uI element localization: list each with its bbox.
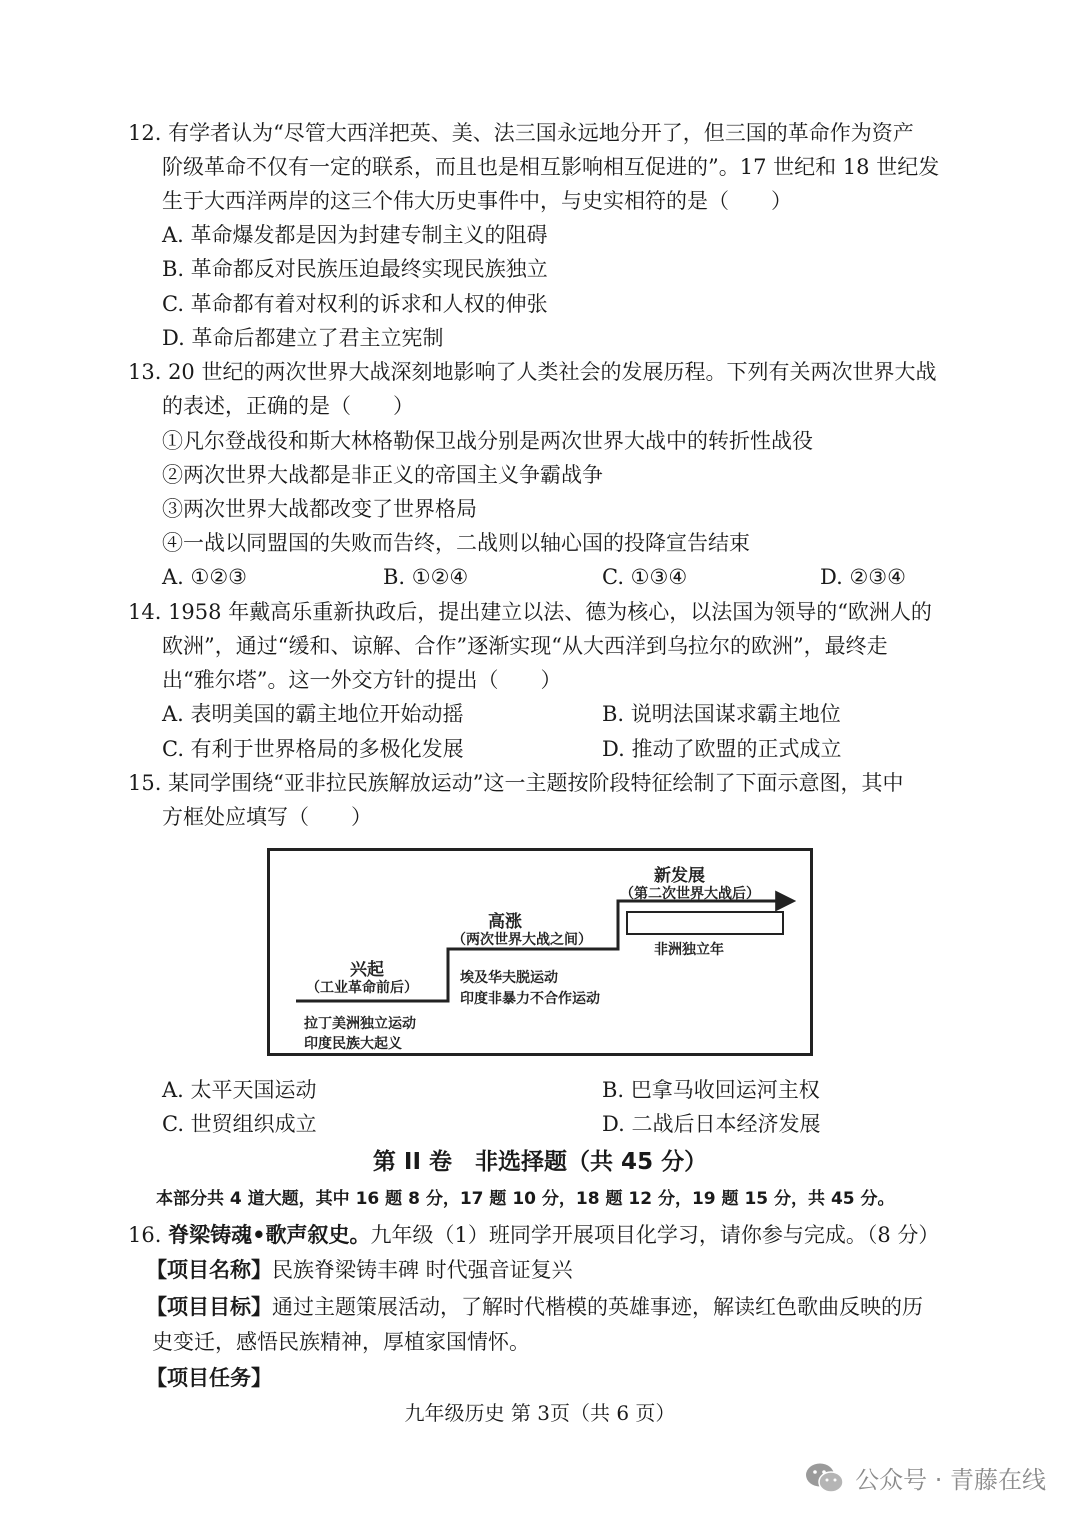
project-goal-line-1: 通过主题策展活动，了解时代楷模的英雄事迹，解读红色歌曲反映的历 [272,1295,923,1319]
q16-title: 脊梁铸魂•歌声叙史。 [168,1223,371,1247]
q14-option-d: D. 推动了欧盟的正式成立 [602,737,842,761]
q14-option-b: B. 说明法国谋求霸主地位 [602,702,841,726]
stage2-event-1: 埃及华夫脱运动 [460,970,558,986]
project-name-label: 【项目名称】 [146,1258,272,1282]
q12-option-d: D. 革命后都建立了君主立宪制 [162,326,444,350]
wechat-icon [805,1461,845,1495]
project-task-label-text: 【项目任务】 [146,1366,272,1390]
project-goal-label: 【项目目标】 [146,1295,272,1319]
stage-diagram [267,848,813,1056]
q12-option-c: C. 革命都有着对权利的诉求和人权的伸张 [162,292,548,316]
q14-option-c: C. 有利于世界格局的多极化发展 [162,737,464,761]
stage1-title: 兴起 [350,960,384,980]
q15-option-d: D. 二战后日本经济发展 [602,1112,821,1136]
q14-option-a: A. 表明美国的霸主地位开始动摇 [162,702,464,726]
q12-stem-line-2: 阶级革命不仅有一定的联系，而且也是相互影响相互促进的”。17 世纪和 18 世纪发 [162,155,940,179]
project-task-label [146,1363,272,1393]
stage2-event-2: 印度非暴力不合作运动 [460,991,600,1007]
stage2-title: 高涨 [488,912,522,932]
q16-project-name [146,1255,573,1285]
stage2-period: （两次世界大战之间） [452,932,592,948]
q13-option-d: D. ②③④ [820,565,906,589]
q12-stem-line-1: 12. 有学者认为“尽管大西洋把英、美、法三国永远地分开了，但三国的革命作为资产 [128,121,914,145]
q15-option-a: A. 太平天国运动 [162,1078,317,1102]
q16-number: 16. [128,1223,169,1247]
q15-stem-line-1: 15. 某同学围绕“亚非拉民族解放运动”这一主题按阶段特征绘制了下面示意图，其中 [128,771,904,795]
stage3-event-1: 非洲独立年 [654,942,724,958]
q13-stem-line-1: 13. 20 世纪的两次世界大战深刻地影响了人类社会的发展历程。下列有关两次世界大战 [128,360,937,384]
q13-item-1: ①凡尔登战役和斯大林格勒保卫战分别是两次世界大战中的转折性战役 [162,429,813,453]
q16-stem [128,1220,939,1250]
q12-option-b: B. 革命都反对民族压迫最终实现民族独立 [162,257,548,281]
q14-stem-line-2: 欧洲”，通过“缓和、谅解、合作”逐渐实现“从大西洋到乌拉尔的欧洲”，最终走 [162,634,888,658]
q13-option-b: B. ①②④ [383,565,469,589]
q12-stem-line-3: 生于大西洋两岸的这三个伟大历史事件中，与史实相符的是（ ） [162,189,792,213]
q13-item-2: ②两次世界大战都是非正义的帝国主义争霸战争 [162,463,603,487]
stage1-event-1: 拉丁美洲独立运动 [304,1016,416,1032]
q13-stem-line-2: 的表述，正确的是（ ） [162,394,414,418]
watermark-text: 公众号 · 青藤在线 [855,1466,1046,1494]
q16-intro: 九年级（1）班同学开展项目化学习，请你参与完成。（8 分） [370,1223,940,1247]
watermark [805,1460,1046,1495]
q13-option-a: A. ①②③ [162,565,247,589]
q12-option-a: A. 革命爆发都是因为封建专制主义的阻碍 [162,223,548,247]
stage3-title: 新发展 [654,866,705,886]
q16-project-goal [146,1292,923,1322]
q13-item-3: ③两次世界大战都改变了世界格局 [162,497,477,521]
stage1-event-2: 印度民族大起义 [304,1036,402,1052]
q13-item-4: ④一战以同盟国的失败而告终，二战则以轴心国的投降宣告结束 [162,531,750,555]
q15-option-b: B. 巴拿马收回运河主权 [602,1078,820,1102]
section-note: 本部分共 4 道大题，其中 16 题 8 分，17 题 10 分，18 题 12 分，19 题 15 分，共 45 分。 [156,1189,895,1209]
q14-stem-line-1: 14. 1958 年戴高乐重新执政后，提出建立以法、德为核心，以法国为领导的“欧洲人的 [128,600,932,624]
project-name-value: 民族脊梁铸丰碑 时代强音证复兴 [272,1258,573,1282]
q14-stem-line-3: 出“雅尔塔”。这一外交方针的提出（ ） [162,668,562,692]
answer-blank-box [626,911,784,935]
q15-stem-line-2: 方框处应填写（ ） [162,805,372,829]
page-footer: 九年级历史 第 3页（共 6 页） [404,1401,676,1425]
q13-option-c: C. ①③④ [602,565,688,589]
stage1-period: （工业革命前后） [306,980,418,996]
stage3-period: （第二次世界大战后） [620,886,760,902]
section-title: 第 II 卷 非选择题（共 45 分） [372,1149,708,1175]
q15-option-c: C. 世贸组织成立 [162,1112,317,1136]
project-goal-line-2: 史变迁，感悟民族精神，厚植家国情怀。 [152,1330,530,1354]
